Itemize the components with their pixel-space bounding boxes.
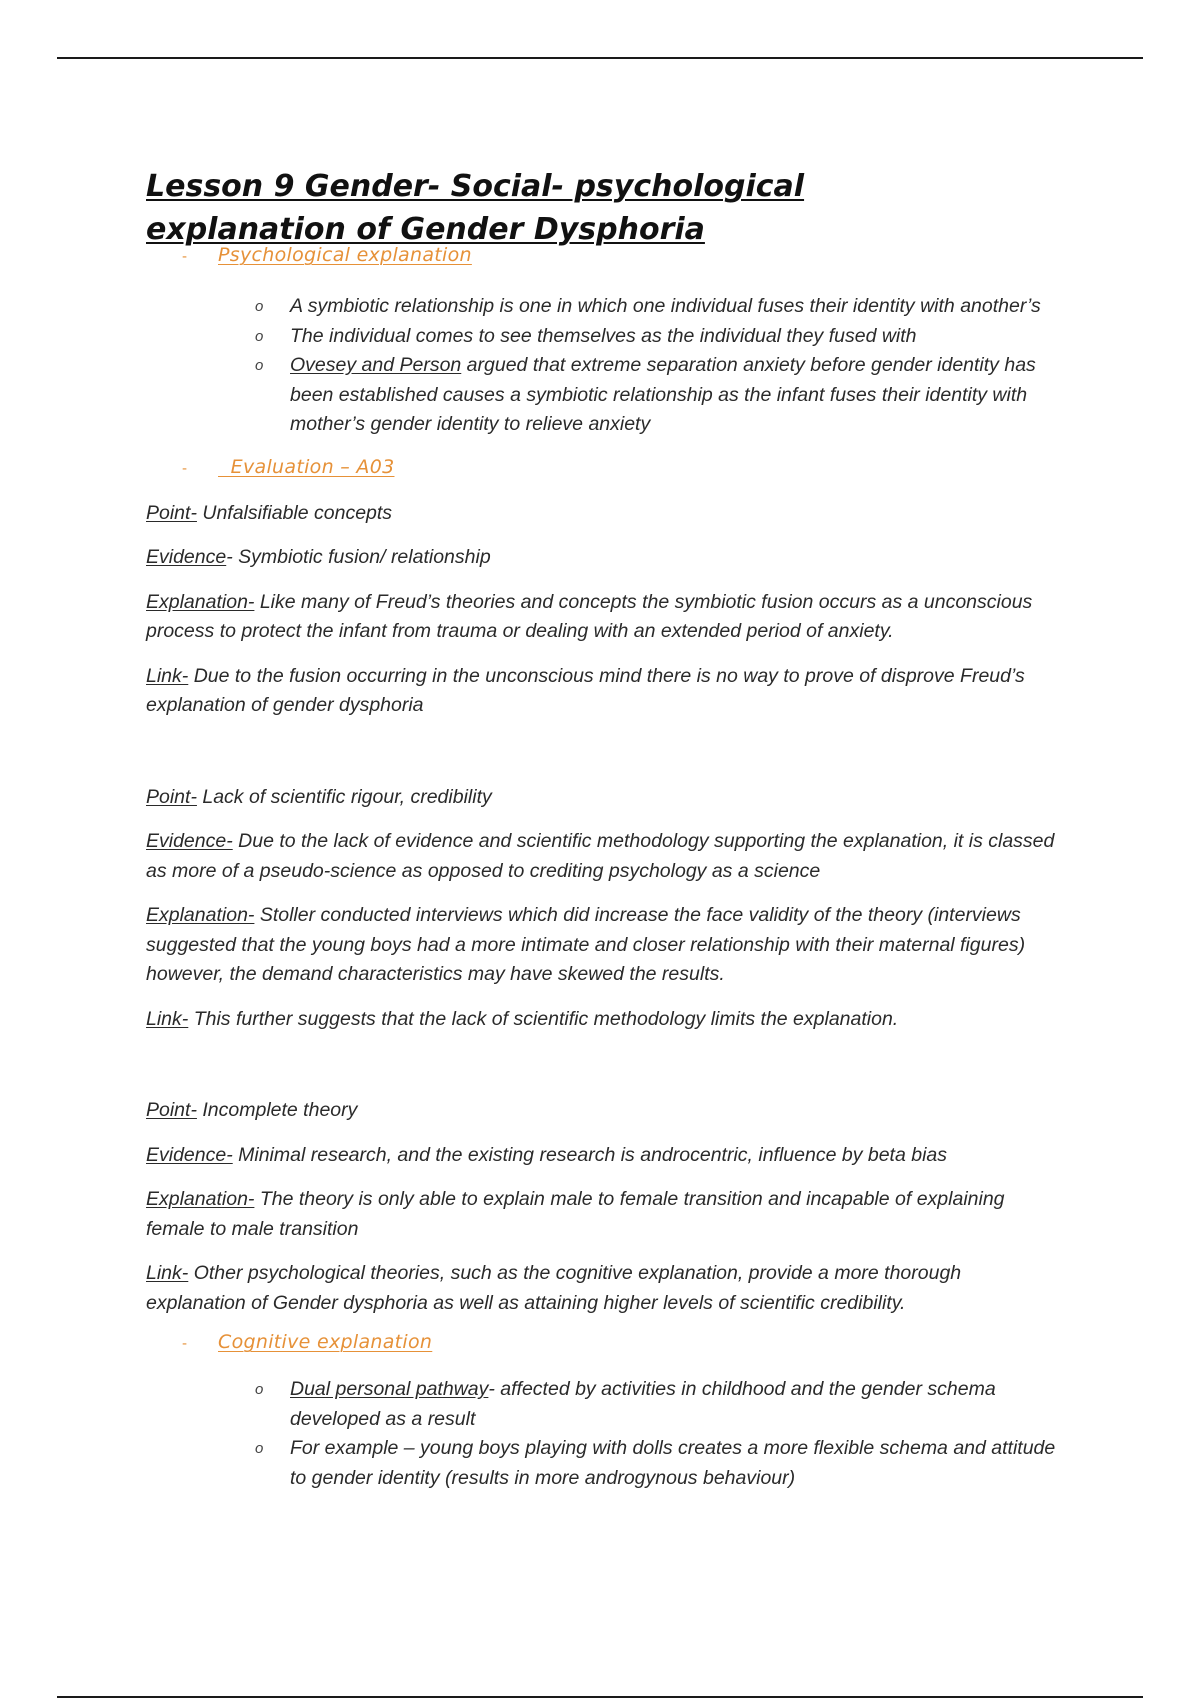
point-label: Point- (146, 785, 197, 808)
point-text: Lack of scientific rigour, credibility (196, 785, 492, 808)
point-text: Incomplete theory (196, 1099, 358, 1121)
bullet-reference: Dual personal pathway (290, 1378, 489, 1400)
cognitive-bullet-list (254, 1375, 1066, 1493)
explanation-text: Stoller conducted interviews which did increase the face validity of the theory (interviews suggested that the young boys had a more intimate and closer relationship with their maternal figures) however, the demand characteristics may have skewed the results. (146, 904, 1026, 985)
explanation-label: Explanation- (146, 1188, 255, 1210)
link-text: Other psychological theories, such as the cognitive explanation, provide a more thorough explanation of Gender dysphoria as well as attaining higher levels of scientific credibility. (146, 1262, 962, 1314)
link-text: Due to the fusion occurring in the unconscious mind there is no way to prove of disprove Freud’s explanation of gender dysphoria (146, 664, 1025, 716)
peel-block-2 (146, 783, 1066, 1035)
point-paragraph (146, 783, 1066, 813)
bullet-circle-icon: o (255, 327, 264, 345)
list-item (254, 1375, 1066, 1434)
title-line-2: explanation of Gender Dysphoria (146, 212, 705, 247)
point-text: Unfalsifiable concepts (196, 501, 393, 524)
cognitive-heading-row (182, 1331, 1066, 1357)
bullet-circle-icon: o (255, 357, 264, 374)
cognitive-heading: Cognitive explanation (218, 1331, 433, 1353)
evidence-paragraph (146, 827, 1066, 886)
bullet-circle-icon: o (255, 298, 264, 315)
heading-dash: - (182, 1336, 188, 1352)
psychological-heading: Psychological explanation (218, 244, 472, 266)
evidence-paragraph (146, 1141, 1066, 1171)
evidence-text: - Symbiotic fusion/ relationship (226, 546, 491, 568)
peel-block-1 (146, 499, 1066, 721)
explanation-label: Explanation- (146, 904, 255, 926)
bullet-text: For example – young boys playing with dolls creates a more flexible schema and attitude to gender identity (results in more androgynous behaviour) (290, 1437, 1056, 1489)
explanation-paragraph (146, 901, 1066, 990)
peel-block-3 (146, 1096, 1066, 1318)
evidence-paragraph (146, 543, 1066, 573)
point-paragraph (146, 499, 1066, 529)
psychological-bullet-list (254, 292, 1066, 440)
evidence-text: Minimal research, and the existing research is androcentric, influence by beta bias (232, 1143, 948, 1166)
link-paragraph (146, 662, 1066, 721)
title-line-1: Lesson 9 Gender- Social- psychological (146, 169, 805, 204)
heading-dash: - (182, 460, 188, 477)
link-paragraph (146, 1259, 1066, 1318)
evidence-text: Due to the lack of evidence and scientific methodology supporting the explanation, it is classed as more of a pseudo-science as opposed to crediting psychology as a science (146, 830, 1055, 882)
bullet-text: The individual comes to see themselves as the individual they fused with (290, 324, 917, 347)
bullet-text: argued that extreme separation anxiety before gender identity has been established causes a symbiotic relationship as the infant fuses their identity with mother’s gender identity to relieve anxiety (290, 354, 1036, 435)
link-label: Link- (146, 664, 189, 687)
bullet-text: - affected by activities in childhood and the gender schema developed as a result (290, 1378, 996, 1430)
explanation-paragraph (146, 1185, 1066, 1244)
document-body (146, 165, 1066, 1493)
list-item (254, 351, 1066, 440)
link-label: Link- (146, 1007, 189, 1030)
explanation-paragraph (146, 588, 1066, 647)
page-title (146, 165, 1066, 251)
link-paragraph (146, 1005, 1066, 1035)
evaluation-heading-row (182, 456, 1066, 482)
bullet-circle-icon: o (255, 1440, 264, 1457)
page-bottom-rule (57, 1696, 1143, 1698)
link-label: Link- (146, 1262, 189, 1284)
point-label: Point- (146, 501, 197, 524)
bullet-reference: Ovesey and Person (290, 354, 462, 376)
explanation-label: Explanation- (146, 590, 255, 613)
evaluation-heading: Evaluation – A03 (218, 455, 395, 478)
point-paragraph (146, 1096, 1066, 1126)
list-item (254, 322, 1066, 352)
explanation-text: Like many of Freud’s theories and concepts the symbiotic fusion occurs as a unconscious process to protect the infant from trauma or dealing with an extended period of anxiety. (146, 590, 1033, 642)
page-top-rule (57, 57, 1143, 59)
evidence-label: Evidence (146, 546, 227, 568)
link-text: This further suggests that the lack of scientific methodology limits the explanation. (188, 1007, 899, 1030)
list-item (254, 292, 1066, 322)
evidence-label: Evidence- (146, 830, 233, 852)
point-label: Point- (146, 1099, 197, 1121)
list-item (254, 1434, 1066, 1493)
bullet-text: A symbiotic relationship is one in which one individual fuses their identity with another’s (290, 295, 1041, 317)
bullet-circle-icon: o (255, 1381, 264, 1398)
explanation-text: The theory is only able to explain male to female transition and incapable of explaining female to male transition (146, 1188, 1005, 1240)
heading-dash: - (182, 249, 188, 265)
evidence-label: Evidence- (146, 1143, 233, 1166)
